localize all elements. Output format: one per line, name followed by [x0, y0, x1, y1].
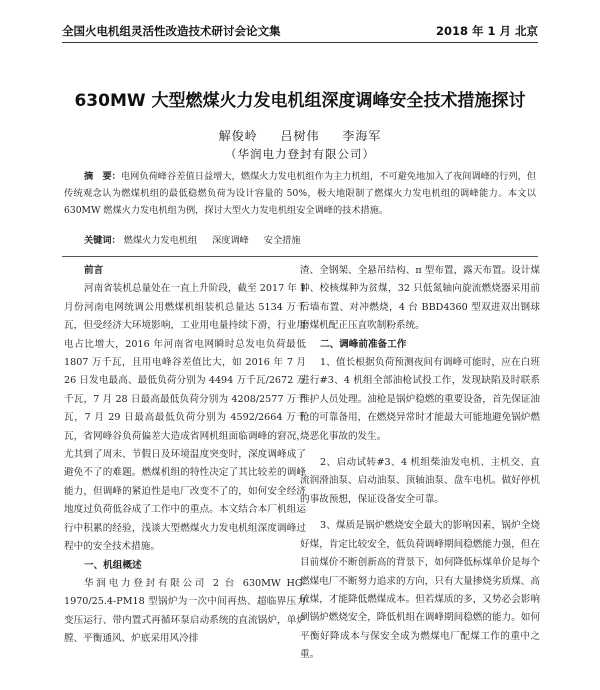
body-paragraph: 华润电力登封有限公司 2 台 630MW HG-1970/25.4-PM18 型锅炉为一次中间再热、超临界压力变压运行、带内置式再循环泵启动系统的直流锅炉，单炉膛、平衡通风、炉底采用风冷排: [64, 577, 306, 645]
body-paragraph: 1、值长根据负荷预测夜间有调峰可能时，应在白班进行#3、4 机组全部油枪试投工作，发现缺陷及时联系维护人员处理。油枪是锅炉稳燃的重要设备，首先保证油枪的可靠备用，在燃烧异常时才能最大可能地避免锅炉燃烧恶化事故的发生。: [300, 357, 540, 442]
body-paragraph: 3、煤质是锅炉燃烧安全最大的影响因素，锅炉全烧好煤，肯定比较安全，低负荷调峰期间稳燃能力强，但在目前煤价不断创新高的背景下，如何降低标煤单价是每个燃煤电厂不断努力追求的方向，只有大量掺烧劣质煤、高硫煤，才能降低燃煤成本。但若煤质的多，又势必会影响到锅炉燃烧安全，降低机组在调峰期间稳燃的能力。如何平衡好降成本与保安全成为燃煤电厂配煤工作的重中之重。: [300, 520, 540, 661]
paragraph-gap: [300, 509, 540, 517]
keyword: 深度调峰: [212, 235, 249, 246]
author-list: [0, 127, 600, 144]
section-heading: 一、机组概述: [84, 559, 142, 571]
left-column: [64, 262, 306, 649]
right-column: [300, 262, 540, 665]
author: 李海军: [342, 129, 382, 143]
section-heading: 二、调峰前准备工作: [320, 338, 407, 350]
body-paragraph: 渣、全钢架、全悬吊结构、π 型布置，露天布置。设计煤种、校核煤种为贫煤，32 只低氮轴向旋流燃烧器采用前后墙布置、对冲燃烧，4 台 BBD4360 型双进双出钢球磨煤机配正压直吹制粉系统。: [300, 265, 540, 332]
affiliation: （华润电力登封有限公司）: [225, 147, 375, 161]
abstract-label: 摘 要：: [84, 171, 121, 182]
keyword: 燃煤火力发电机组: [123, 235, 198, 246]
running-header: [62, 22, 538, 40]
journal-name: 全国火电机组灵活性改造技术研讨会论文集: [62, 24, 281, 38]
section-heading: 前言: [84, 265, 104, 276]
abstract-text: 电网负荷峰谷差值日益增大，燃煤火力发电机组作为主力机组，不可避免地加入了夜间调峰的行列，但传统观念认为燃煤机组的最低稳燃负荷为设计容量的 50%，极大地限制了燃煤火力发电机组的调峰能力。本文以 630MW 燃煤火力发电机组为例，探讨大型火力发电机组安全调峰的技术措施。: [64, 171, 537, 216]
body-paragraph: 2、启动试转#3、4 机组柴油发电机、主机交、直流润滑油泵、启动油泵、顶轴油泵、盘车电机。做好停机的事故预想，保证设备安全可靠。: [300, 457, 540, 505]
paper-title: 630MW 大型燃煤火力发电机组深度调峰安全技术措施探讨: [74, 91, 526, 111]
abstract: [64, 168, 536, 219]
keywords: [84, 232, 536, 249]
header-rule: [62, 42, 538, 43]
keyword: 安全措施: [263, 235, 301, 246]
body-paragraph: 河南省装机总量处在一直上升阶段，截至 2017 年 1 月份河南电网统调公用燃煤机组装机总量达 5134 万千瓦，但受经济大环境影响，工业用电量持续下滑，行业用电占比增大，2016 年河南省电网瞬时总发电负荷最低 1807 万千瓦，且用电峰谷差值比大，如 2016 年 7 月 26 日发电最高、最低负荷分别为 4494 万千瓦/2672 万千瓦，7 月 28 日最高最低负荷分别为 4208/2577 万千瓦，7 月 29 日最高最低负荷分别为 4592/2664 万千瓦，省网峰谷负荷偏差大造成省网机组面临调峰的窘况，尤其到了周末、节假日及环境温度突变时，深度调峰成了避免不了的难题。燃煤机组的特性决定了其比较差的调峰能力，但调峰的紧迫性是电厂改变不了的，如何安全经济地度过负荷低谷成了工作中的重点。本文结合本厂机组运行中积累的经验，浅谈大型燃煤火力发电机组深度调峰过程中的安全技术措施。: [64, 283, 306, 553]
paragraph-gap: [300, 446, 540, 454]
keywords-label: 关键词：: [84, 235, 121, 246]
author: 解俊岭: [218, 129, 258, 143]
section-rule: [62, 256, 538, 257]
issue-date: 2018 年 1 月 北京: [435, 24, 538, 38]
author: 吕树伟: [280, 129, 320, 143]
